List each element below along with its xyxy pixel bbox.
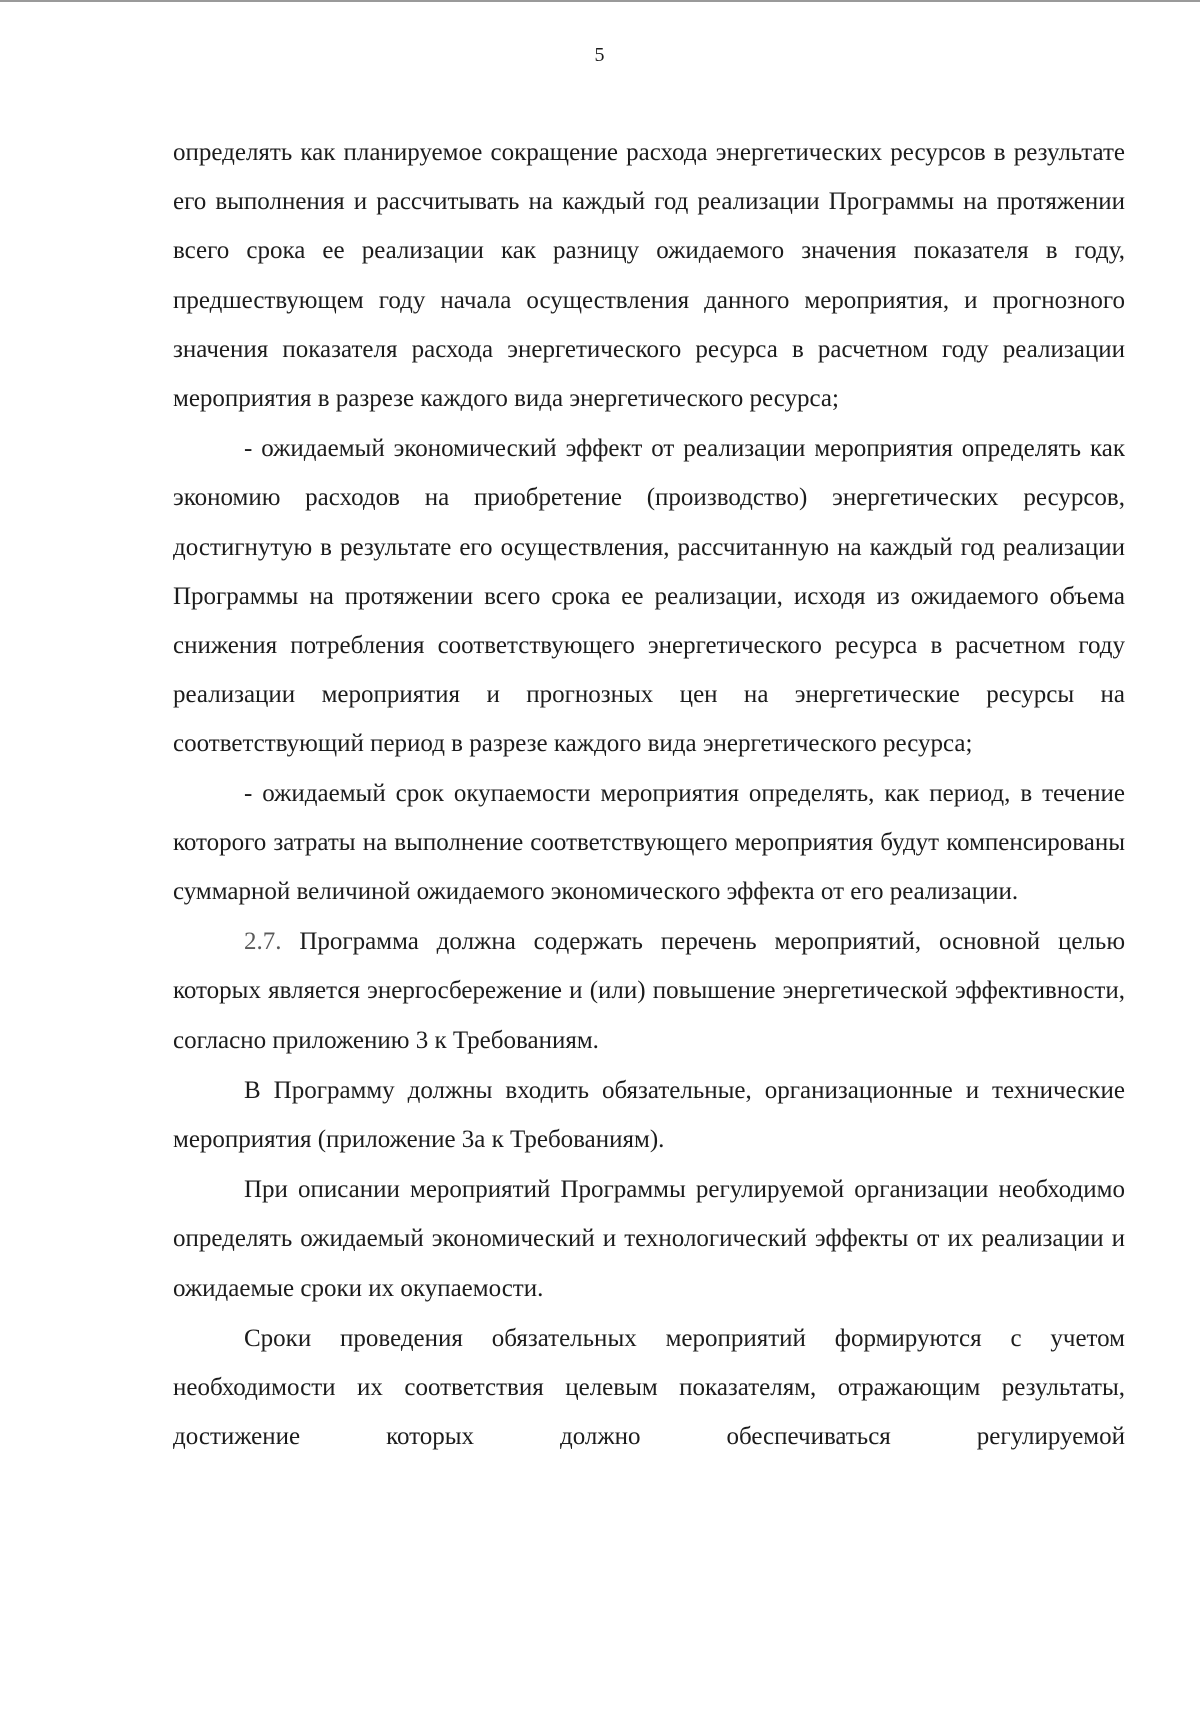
paragraph-mandatory-deadlines: Сроки проведения обязательных мероприятий формируются с учетом необходимости их соответствия целевым показателям, отражающим результаты, достижение которых должно обеспечиваться регулируемой bbox=[173, 1324, 1125, 1451]
section-number: 2.7. bbox=[244, 928, 282, 956]
document-body bbox=[173, 128, 1125, 1461]
page-number: 5 bbox=[594, 44, 606, 66]
paragraph-payback-period: - ожидаемый срок окупаемости мероприятия определять, как период, в течение которого затраты на выполнение соответствующего мероприятия будут компенсированы суммарной величиной ожидаемого экономического эффекта от его реализации. bbox=[173, 779, 1125, 906]
section-2-7-text: Программа должна содержать перечень мероприятий, основной целью которых является энергосбережение и (или) повышение энергетической эффективности, согласно приложению 3 к Требованиям. bbox=[173, 928, 1125, 1054]
paragraph-continuation: определять как планируемое сокращение расхода энергетических ресурсов в результате его выполнения и рассчитывать на каждый год реализации Программы на протяжении всего срока ее реализации как разницу ожидаемого значения показателя в году, предшествующем году начала осуществления данного мероприятия, и прогнозного значения показателя расхода энергетического ресурса в расчетном году реализации мероприятия в разрезе каждого вида энергетического ресурса; bbox=[173, 139, 1125, 413]
paragraph-section-2-7 bbox=[173, 917, 1125, 1065]
page-top-edge bbox=[0, 0, 1200, 2]
paragraph-program-composition: В Программу должны входить обязательные, организационные и технические мероприятия (приложение 3а к Требованиям). bbox=[173, 1076, 1125, 1154]
paragraph-economic-effect: - ожидаемый экономический эффект от реализации мероприятия определять как экономию расходов на приобретение (производство) энергетических ресурсов, достигнутую в результате его осуществления, рассчитанную на каждый год реализации Программы на протяжении всего срока ее реализации, исходя из ожидаемого объема снижения потребления соответствующего энергетического ресурса в расчетном году реализации мероприятия и прогнозных цен на энергетические ресурсы на соответствующий период в разрезе каждого вида энергетического ресурса; bbox=[173, 435, 1125, 758]
paragraph-measures-description: При описании мероприятий Программы регулируемой организации необходимо определять ожидаемый экономический и технологический эффекты от их реализации и ожидаемые сроки их окупаемости. bbox=[173, 1176, 1125, 1302]
